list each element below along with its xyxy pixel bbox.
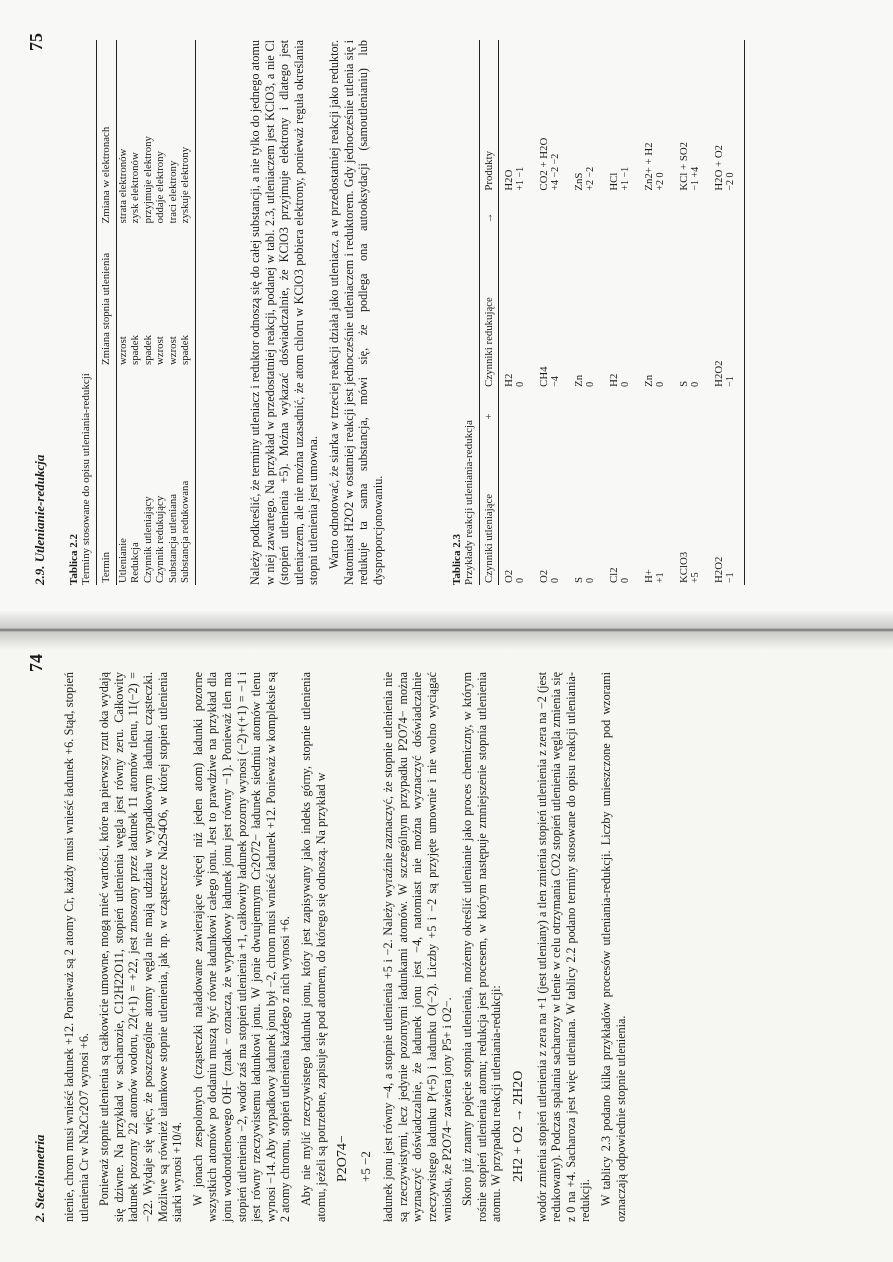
cell: HCl +1 −1 [608,166,631,191]
paragraph: W tablicy 2.3 podano kilka przykładów procesów utleniania-redukcji. Liczby umieszczone pod wzorami oznaczają odpowiednie stopnie utlenienia. [599,672,628,1222]
column-header: Czynniki utleniające [480,422,499,586]
cell: KClO3 +5 [678,551,701,583]
cell: CH4 −4 [538,366,561,387]
cell: wzrost [116,336,129,365]
equation: 2H2 + O2 → 2H2O [511,1070,527,1182]
table-row [142,40,155,585]
book-gutter-shadow [0,610,893,650]
cell: S 0 [678,380,701,387]
page-number-left: 74 [26,654,46,672]
table-row [709,40,745,585]
cell: spadek [179,225,195,367]
column-header: → [480,193,499,226]
table-subtitle: Terminy stosowane do opisu utleniania-redukcji [80,373,92,585]
table-row [499,40,535,585]
paragraph: nienie, chrom musi wnieść ładunek +12. Ponieważ są 2 atomy Cr, każdy musi wnieść ładunek +6. Stąd, stopień utlenienia Cr w Na2Cr2O7 wynosi +6. [62,672,91,1222]
cell: H2 0 [608,373,631,387]
cell: zysk elektronów [129,152,141,224]
table-subtitle: Przykłady reakcji utleniania-redukcja [463,420,475,585]
table-row [154,40,167,585]
paragraph: Ponieważ stopnie utlenienia są całkowicie umowne, mogą mieć wartości, które na pierwszy rzut oka wydają się dziwne. Na przykład w sacharozie, C12H22O11, stopień utlenienia węgla jest równy zeru. Całkowity ładunek pozorny 22 atomów wodoru, 22(+1) = +22, jest znoszony przez ładunek 11 atomów tlenu, 11(−2) = −22. Wydaje się więc, że poszczególne atomy węgla nie mają udziału w wypadkowym ładunku cząsteczki. Możliwe są również ułamkowe stopnie utlenienia, jak np. w cząsteczce Na2S4O6, w której stopień utlenienia siarki wynosi +10/4. [97,672,185,1222]
cell: H2O2 −1 [709,422,745,586]
paragraph: Należy podkreślić, że terminy utleniacz i reduktor odnoszą się do całej substancji, a nie tylko do jednego atomu w niej zawartego. Na przykład w przedostatniej reakcji, podanej w tabl. 2.3, utleniaczem jest KClO3, a nie Cl (stopień utlenienia +5). Można wykazać doświadczalnie, że KClO3 przyjmuje elektrony i dlatego jest utleniaczem, ale nie można uzasadnić, że atom chloru w KClO3 pobiera elektrony, ponieważ reguła określania stopni utlenienia jest umowna. [248,40,321,585]
column-header: Zmiana w elektronach [97,40,117,225]
cell: przyjmuje elektrony [141,136,154,224]
cell: Substancja redukowana [179,367,195,585]
cell: Zn2+ + H2 +2 0 [643,142,666,191]
formula-ion: P2O74− [335,1135,351,1182]
cell: strata elektronów [116,148,129,224]
cell: ZnS +2 −2 [573,166,596,191]
cell: spadek [129,335,141,365]
table-title: Tablica 2.3 [451,534,463,585]
cell: oddaje elektrony [154,151,166,224]
paragraph: Warto odnotować, że siarka w trzeciej reakcji działa jako utleniacz, a w przedostatniej reakcji jako reduktor. Natomiast H2O2 w ostatniej reakcji jest jednocześnie utleniaczem i reduktorem. Gdy jednocześnie utlenia się i redukuje ta sama substancja, mówi się, że podlega ona autooksydacji (samoutlenianiu) lub dysproporcjonowaniu. [326,40,385,585]
cell: Utlenianie [116,538,129,583]
table-2-3 [445,40,745,585]
cell: wzrost [154,336,166,365]
cell: H+ +1 [643,569,666,583]
cell: H2O + O2 −2 0 [709,40,745,193]
table-row [129,40,142,585]
table-row [569,40,604,585]
column-header: Produkty [480,40,499,193]
table-row [534,40,569,585]
cell: spadek [141,335,154,365]
cell: Czynnik utleniający [141,496,154,583]
cell: O2 0 [538,569,561,583]
column-header: Termin [97,367,117,585]
cell: H2O +1 −1 [503,166,526,191]
cell: H2 0 [503,373,526,387]
table-row [167,40,180,585]
table-2-2 [62,40,196,585]
paragraph: Aby nie mylić rzeczywistego ładunku jonu, który jest zapisywany jako indeks górny, stopnie utlenienia atomu, jeżeli są potrzebne, zapisuje się pod atomem, do którego się odnoszą. Na przykład w [298,672,328,1222]
formula-oxidation-states: +5 −2 [357,1151,373,1182]
redox-examples-table [479,40,745,585]
paragraph: W jonach zespolonych (cząsteczki naładowane zawierające więcej niż jeden atom) ładunki pozorne wszystkich atomów po dodaniu muszą być równe ładunkowi całego jonu. Jest to prawdziwe na przykład dla jonu wodorotlenowego OH− (znak − oznacza, że wypadkowy ładunek jonu jest równy −1). Ponieważ tlen ma stopień utlenienia −2, wodór zaś ma stopień utlenienia +1, całkowity ładunek pozorny wynosi (−2)+(+1) = −1 i jest równy rzeczywistemu ładunkowi jonu. W jonie dwuujemnym Cr2O72− ładunek siedmiu atomów tlenu wynosi −14. Aby wypadkowy ładunek jonu był −2, chrom musi wnieść ładunek +12. Ponieważ w kompleksie są 2 atomy chromu, stopień utlenienia każdego z nich wynosi +6. [190,672,293,1222]
table-row [639,40,674,585]
paragraph: wodór zmienia stopień utlenienia z zera na +1 (jest utleniany) a tlen zmienia stopień utlenienia z zera na −2 (jest redukowany). Podczas spalania sacharozy w tlenie w celu otrzymania CO2 stopień utlenienia węgla zmienia się z 0 na +4. Sacharoza jest więc utleniana. W tablicy 2.2 podano terminy stosowane do opisu reakcji utleniania-redukcji. [534,672,593,1222]
cell: Redukcja [129,542,141,583]
cell: Substancja utleniana [166,493,179,583]
cell: Zn 0 [573,374,596,387]
cell: Zn 0 [643,374,666,387]
cell: Cl2 0 [608,567,631,583]
cell: Czynnik redukujący [154,495,166,583]
paragraph: ładunek jonu jest równy −4, a stopnie utlenienia +5 i −2. Należy wyraźnie zaznaczyć, że stopnie utlenienia nie są rzeczywistymi, lecz jedynie pozornymi ładunkami atomów. W szczególnym przypadku P2O74− można wyznaczyć doświadczalnie, że ładunek jonu jest −4, natomiast nie można wyznaczyć doświadczalnie rzeczywistego ładunku P(+5) i ładunku O(−2). Liczby +5 i −2 są przyjęte umownie i nie wolno wyciągać wniosku, że P2O74− zawiera jony P5+ i O2−. [381,672,454,1222]
cell: O2 0 [503,569,526,583]
running-head-left: 2. Stechiometria [32,1134,47,1222]
column-header: Zmiana stopnia utlenienia [97,225,117,367]
left-page [0,631,893,1262]
table-row [116,40,129,585]
cell: wzrost [166,336,179,365]
cell: traci elektrony [166,160,179,224]
cell: zyskuje elektrony [179,40,195,225]
table-row [179,40,195,585]
left-page-body [62,672,634,1222]
cell: CO2 + H2O +4 −2 −2 [538,137,561,191]
cell: S 0 [573,576,596,583]
paragraph: Skoro już znamy pojęcie stopnia utlenienia, możemy określić utlenianie jako proces chemiczny, w którym rośnie stopień utlenienia atomu; redukcja jest procesem, w którym następuje zmniejszenie stopnia utlenienia atomu. W przypadku reakcji utleniania-redukcji: [460,672,504,1222]
cell: H2O2 −1 [709,225,745,389]
table-title: Tablica 2.2 [68,534,80,585]
right-page-body [248,40,391,585]
table-row [604,40,639,585]
column-header: Czynniki redukujące [480,225,499,389]
column-header: + [480,389,499,422]
table-row [674,40,709,585]
cell: KCl + SO2 −1 +4 [678,141,701,191]
page-number-right: 75 [26,33,46,51]
terms-table [96,40,196,585]
running-head-right: 2.9. Utlenianie-redukcja [32,454,47,585]
